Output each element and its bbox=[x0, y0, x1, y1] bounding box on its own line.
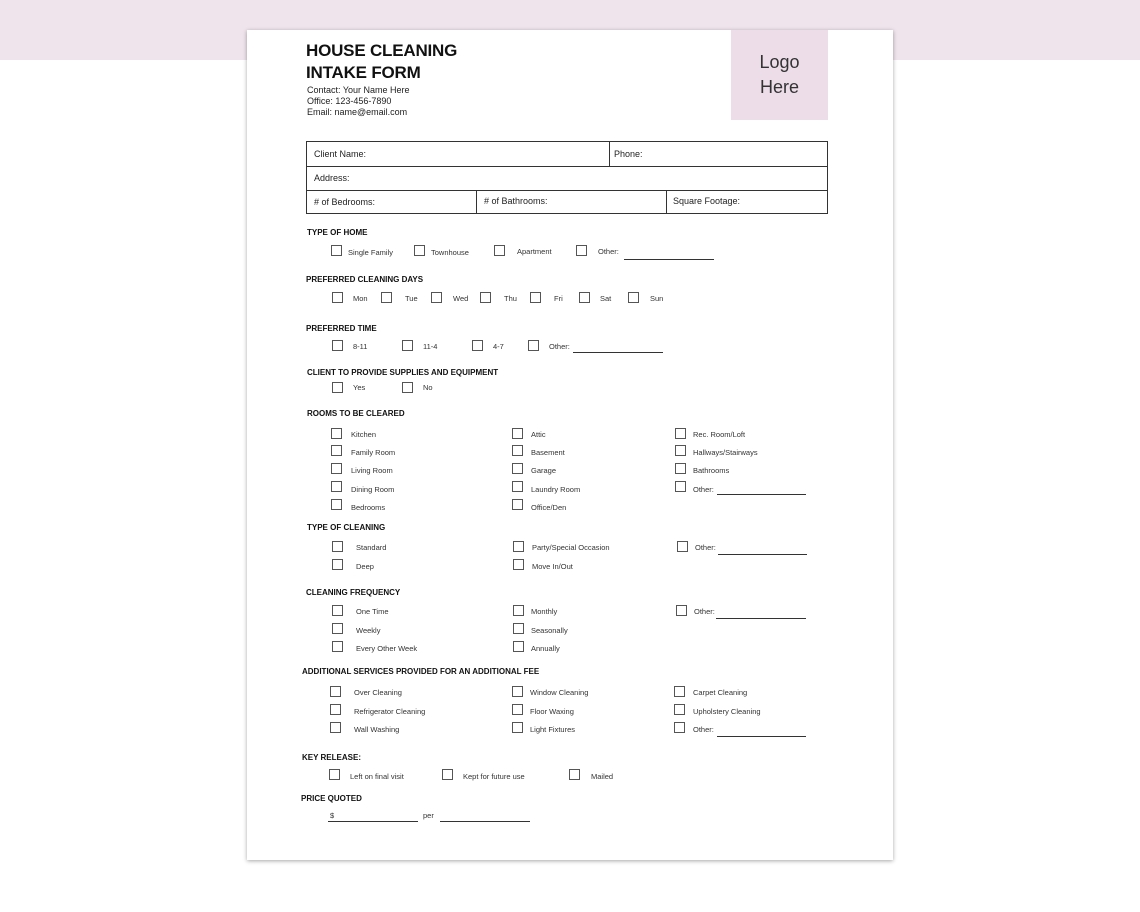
frequency-other-line[interactable] bbox=[716, 618, 806, 619]
townhouse-checkbox[interactable] bbox=[414, 245, 425, 256]
additional-other-checkbox[interactable] bbox=[674, 722, 685, 733]
time-other-checkbox[interactable] bbox=[528, 340, 539, 351]
preferred-time-heading: PREFERRED TIME bbox=[306, 324, 377, 333]
sun-label: Sun bbox=[650, 294, 664, 303]
basement-label: Basement bbox=[531, 448, 565, 457]
laundry-room-label: Laundry Room bbox=[531, 485, 581, 494]
annually-checkbox[interactable] bbox=[513, 641, 524, 652]
price-per-line[interactable] bbox=[440, 821, 530, 822]
rooms-other-checkbox[interactable] bbox=[675, 481, 686, 492]
every-other-week-checkbox[interactable] bbox=[332, 641, 343, 652]
logo-placeholder: Logo Here bbox=[731, 30, 828, 120]
window-cleaning-checkbox[interactable] bbox=[512, 686, 523, 697]
kept-for-future-use-checkbox[interactable] bbox=[442, 769, 453, 780]
weekly-checkbox[interactable] bbox=[332, 623, 343, 634]
additional-other-line[interactable] bbox=[717, 736, 806, 737]
contact-name: Contact: Your Name Here bbox=[307, 85, 410, 95]
refrigerator-cleaning-checkbox[interactable] bbox=[330, 704, 341, 715]
over-cleaning-label: Over Cleaning bbox=[354, 688, 402, 697]
window-cleaning-label: Window Cleaning bbox=[530, 688, 589, 697]
supplies-no-label: No bbox=[423, 383, 433, 392]
rooms-other-label: Other: bbox=[693, 485, 714, 494]
kitchen-checkbox[interactable] bbox=[331, 428, 342, 439]
kitchen-label: Kitchen bbox=[351, 430, 377, 439]
additional-other-label: Other: bbox=[693, 725, 714, 734]
office-den-label: Office/Den bbox=[531, 503, 567, 512]
bathrooms-label: Bathrooms bbox=[693, 466, 730, 475]
attic-label: Attic bbox=[531, 430, 546, 439]
wed-checkbox[interactable] bbox=[431, 292, 442, 303]
email: Email: name@email.com bbox=[307, 107, 408, 117]
bedrooms-label: Bedrooms bbox=[351, 503, 386, 512]
supplies-no-checkbox[interactable] bbox=[402, 382, 413, 393]
living-room-checkbox[interactable] bbox=[331, 463, 342, 474]
single-family-label: Single Family bbox=[348, 248, 394, 257]
garage-checkbox[interactable] bbox=[512, 463, 523, 474]
price-dollar-sign: $ bbox=[330, 811, 335, 820]
upholstery-cleaning-checkbox[interactable] bbox=[674, 704, 685, 715]
every-other-week-label: Every Other Week bbox=[356, 644, 418, 653]
family-room-checkbox[interactable] bbox=[331, 445, 342, 456]
townhouse-label: Townhouse bbox=[431, 248, 469, 257]
apartment-checkbox[interactable] bbox=[494, 245, 505, 256]
additional-services-heading: ADDITIONAL SERVICES PROVIDED FOR AN ADDITIONAL FEE bbox=[302, 667, 540, 676]
mailed-label: Mailed bbox=[591, 772, 614, 781]
wed-label: Wed bbox=[453, 294, 469, 303]
price-amount-line[interactable] bbox=[328, 821, 418, 822]
left-on-final-visit-checkbox[interactable] bbox=[329, 769, 340, 780]
rooms-heading: ROOMS TO BE CLEARED bbox=[307, 409, 405, 418]
home-other-checkbox[interactable] bbox=[576, 245, 587, 256]
standard-label: Standard bbox=[356, 543, 387, 552]
supplies-yes-label: Yes bbox=[353, 383, 366, 392]
frequency-other-label: Other: bbox=[694, 607, 715, 616]
party-checkbox[interactable] bbox=[513, 541, 524, 552]
monthly-label: Monthly bbox=[531, 607, 558, 616]
bedrooms-checkbox[interactable] bbox=[331, 499, 342, 510]
seasonally-checkbox[interactable] bbox=[513, 623, 524, 634]
over-cleaning-checkbox[interactable] bbox=[330, 686, 341, 697]
left-on-final-visit-label: Left on final visit bbox=[350, 772, 404, 781]
cleaning-type-other-line[interactable] bbox=[718, 554, 807, 555]
thu-label: Thu bbox=[504, 294, 517, 303]
cleaning-type-other-checkbox[interactable] bbox=[677, 541, 688, 552]
sat-checkbox[interactable] bbox=[579, 292, 590, 303]
bedrooms-field[interactable]: # of Bedrooms: bbox=[314, 197, 376, 207]
standard-checkbox[interactable] bbox=[332, 541, 343, 552]
cleaning-type-heading: TYPE OF CLEANING bbox=[307, 523, 386, 532]
annually-label: Annually bbox=[531, 644, 560, 653]
attic-checkbox[interactable] bbox=[512, 428, 523, 439]
price-quoted-heading: PRICE QUOTED bbox=[301, 794, 362, 803]
deep-checkbox[interactable] bbox=[332, 559, 343, 570]
time-11-4-label: 11-4 bbox=[423, 342, 438, 351]
monthly-checkbox[interactable] bbox=[513, 605, 524, 616]
time-4-7-label: 4-7 bbox=[493, 342, 504, 351]
frequency-other-checkbox[interactable] bbox=[676, 605, 687, 616]
sun-checkbox[interactable] bbox=[628, 292, 639, 303]
hallways-checkbox[interactable] bbox=[675, 445, 686, 456]
mon-label: Mon bbox=[353, 294, 368, 303]
time-other-label: Other: bbox=[549, 342, 570, 351]
contact-info bbox=[307, 85, 410, 118]
light-fixtures-checkbox[interactable] bbox=[512, 722, 523, 733]
form-title: HOUSE CLEANING INTAKE FORM bbox=[306, 41, 458, 82]
dining-room-label: Dining Room bbox=[351, 485, 395, 494]
fri-label: Fri bbox=[554, 294, 563, 303]
cleaning-days-heading: PREFERRED CLEANING DAYS bbox=[306, 275, 424, 284]
cleaning-type-other-label: Other: bbox=[695, 543, 716, 552]
apartment-label: Apartment bbox=[517, 247, 552, 256]
type-of-home-heading: TYPE OF HOME bbox=[307, 228, 368, 237]
rec-room-checkbox[interactable] bbox=[675, 428, 686, 439]
move-in-out-checkbox[interactable] bbox=[513, 559, 524, 570]
phone-field[interactable]: Phone: bbox=[614, 149, 643, 159]
home-other-label: Other: bbox=[598, 247, 619, 256]
deep-label: Deep bbox=[356, 562, 374, 571]
family-room-label: Family Room bbox=[351, 448, 396, 457]
hallways-label: Hallways/Stairways bbox=[693, 448, 758, 457]
fri-checkbox[interactable] bbox=[530, 292, 541, 303]
sat-label: Sat bbox=[600, 294, 612, 303]
bathrooms-checkbox[interactable] bbox=[675, 463, 686, 474]
refrigerator-cleaning-label: Refrigerator Cleaning bbox=[354, 707, 426, 716]
laundry-room-checkbox[interactable] bbox=[512, 481, 523, 492]
address-field[interactable]: Address: bbox=[314, 173, 350, 183]
tue-label: Tue bbox=[405, 294, 418, 303]
supplies-yes-checkbox[interactable] bbox=[332, 382, 343, 393]
carpet-cleaning-label: Carpet Cleaning bbox=[693, 688, 748, 697]
garage-label: Garage bbox=[531, 466, 557, 475]
light-fixtures-label: Light Fixtures bbox=[530, 725, 576, 734]
price-per-label: per bbox=[423, 811, 434, 820]
frequency-heading: CLEANING FREQUENCY bbox=[306, 588, 401, 597]
key-release-heading: KEY RELEASE: bbox=[302, 753, 361, 762]
home-other-line[interactable] bbox=[624, 259, 714, 260]
mon-checkbox[interactable] bbox=[332, 292, 343, 303]
form-page bbox=[247, 30, 893, 860]
dining-room-checkbox[interactable] bbox=[331, 481, 342, 492]
time-4-7-checkbox[interactable] bbox=[472, 340, 483, 351]
rec-room-label: Rec. Room/Loft bbox=[693, 430, 746, 439]
bathrooms-field[interactable]: # of Bathrooms: bbox=[484, 196, 548, 206]
supplies-heading: CLIENT TO PROVIDE SUPPLIES AND EQUIPMENT bbox=[307, 368, 499, 377]
single-family-checkbox[interactable] bbox=[331, 245, 342, 256]
basement-checkbox[interactable] bbox=[512, 445, 523, 456]
mailed-checkbox[interactable] bbox=[569, 769, 580, 780]
floor-waxing-checkbox[interactable] bbox=[512, 704, 523, 715]
client-name-field[interactable]: Client Name: bbox=[314, 149, 367, 159]
square-footage-field[interactable]: Square Footage: bbox=[673, 196, 741, 206]
thu-checkbox[interactable] bbox=[480, 292, 491, 303]
kept-for-future-use-label: Kept for future use bbox=[463, 772, 525, 781]
upholstery-cleaning-label: Upholstery Cleaning bbox=[693, 707, 761, 716]
time-other-line[interactable] bbox=[573, 352, 663, 353]
move-in-out-label: Move In/Out bbox=[532, 562, 573, 571]
wall-washing-checkbox[interactable] bbox=[330, 722, 341, 733]
one-time-label: One Time bbox=[356, 607, 389, 616]
party-label: Party/Special Occasion bbox=[532, 543, 610, 552]
wall-washing-label: Wall Washing bbox=[354, 725, 400, 734]
floor-waxing-label: Floor Waxing bbox=[530, 707, 574, 716]
living-room-label: Living Room bbox=[351, 466, 393, 475]
office-phone: Office: 123-456-7890 bbox=[307, 96, 392, 106]
time-8-11-label: 8-11 bbox=[353, 342, 368, 351]
tue-checkbox[interactable] bbox=[381, 292, 392, 303]
office-den-checkbox[interactable] bbox=[512, 499, 523, 510]
time-11-4-checkbox[interactable] bbox=[402, 340, 413, 351]
weekly-label: Weekly bbox=[356, 626, 381, 635]
time-8-11-checkbox[interactable] bbox=[332, 340, 343, 351]
rooms-other-line[interactable] bbox=[717, 494, 806, 495]
one-time-checkbox[interactable] bbox=[332, 605, 343, 616]
client-info-table bbox=[306, 141, 828, 214]
carpet-cleaning-checkbox[interactable] bbox=[674, 686, 685, 697]
seasonally-label: Seasonally bbox=[531, 626, 568, 635]
